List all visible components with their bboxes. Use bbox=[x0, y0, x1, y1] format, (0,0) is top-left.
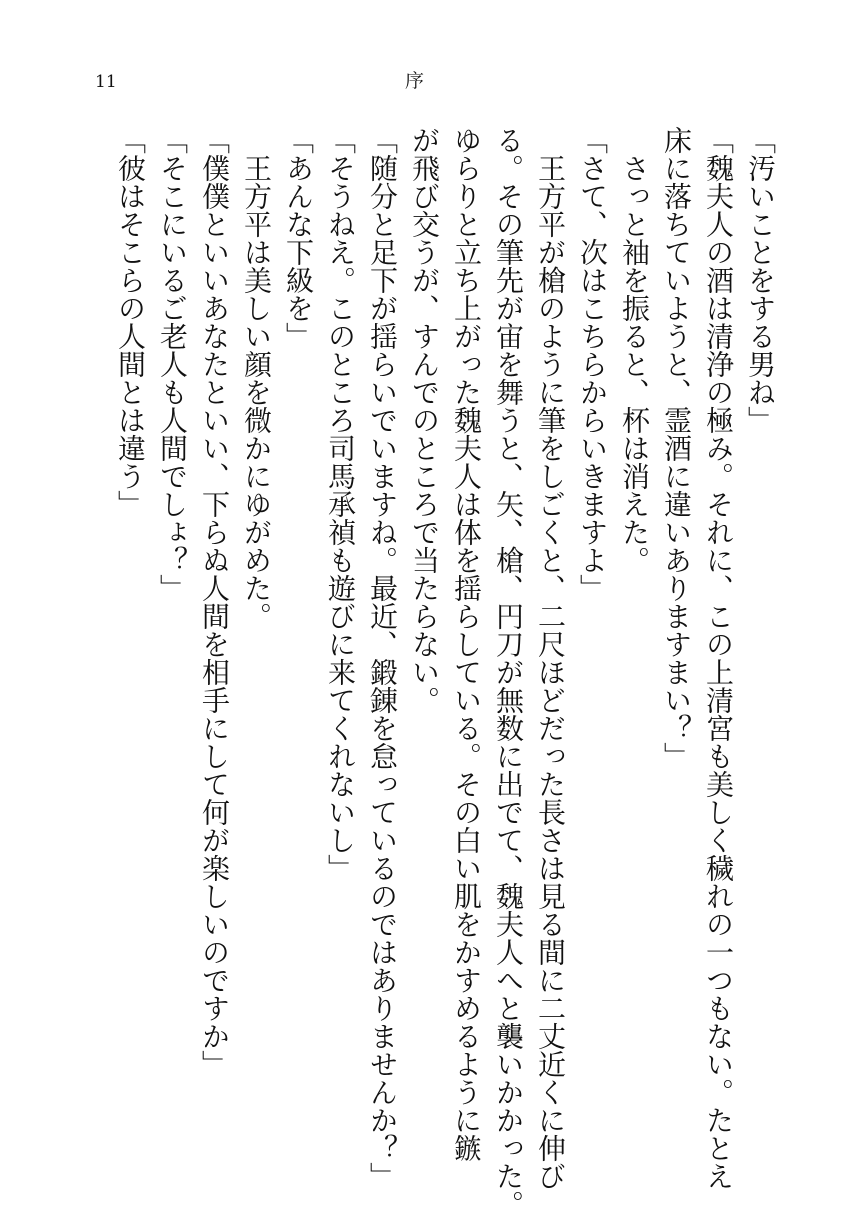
text-line: 「そこにいるご老人も人間でしょ？」 bbox=[156, 126, 189, 602]
text-line: 「さて、次はこちらからいきますよ」 bbox=[576, 126, 609, 602]
text-line: 王方平は美しい顔を微かにゆがめた。 bbox=[240, 126, 273, 630]
text-line: 「僕僕といいあなたといい、下らぬ人間を相手にして何が楽しいのですか」 bbox=[198, 126, 231, 1078]
vertical-text-body bbox=[91, 126, 781, 1218]
text-line: ゆらりと立ち上がった魏夫人は体を揺らしている。その白い肌をかすめるように鏃 bbox=[450, 126, 483, 1162]
text-line: が飛び交うが、すんでのところで当たらない。 bbox=[408, 126, 441, 714]
text-line: 「あんな下級を」 bbox=[282, 126, 315, 350]
text-line: 「そうねえ。このところ司馬承禎も遊びに来てくれないし」 bbox=[324, 126, 357, 882]
text-line: 床に落ちていようと、霊酒に違いありますまい？」 bbox=[660, 126, 693, 770]
text-line: 「魏夫人の酒は清浄の極み。それに、この上清宮も美しく穢れの一つもない。たとえ bbox=[702, 126, 735, 1190]
page-number: 11 bbox=[95, 72, 117, 92]
text-line: 「汚いことをする男ね」 bbox=[744, 126, 777, 434]
text-line: さっと袖を振ると、杯は消えた。 bbox=[618, 126, 651, 574]
text-line: る。その筆先が宙を舞うと、矢、槍、円刀が無数に出でて、魏夫人へと襲いかかった。 bbox=[492, 126, 525, 1218]
chapter-title: 序 bbox=[405, 70, 425, 92]
text-line: 「随分と足下が揺らいでいますね。最近、鍛錬を怠っているのではありませんか？」 bbox=[366, 126, 399, 1190]
text-line: 王方平が槍のように筆をしごくと、二尺ほどだった長さは見る間に二丈近くに伸び bbox=[534, 126, 567, 1190]
text-line: 「彼はそこらの人間とは違う」 bbox=[114, 126, 147, 518]
